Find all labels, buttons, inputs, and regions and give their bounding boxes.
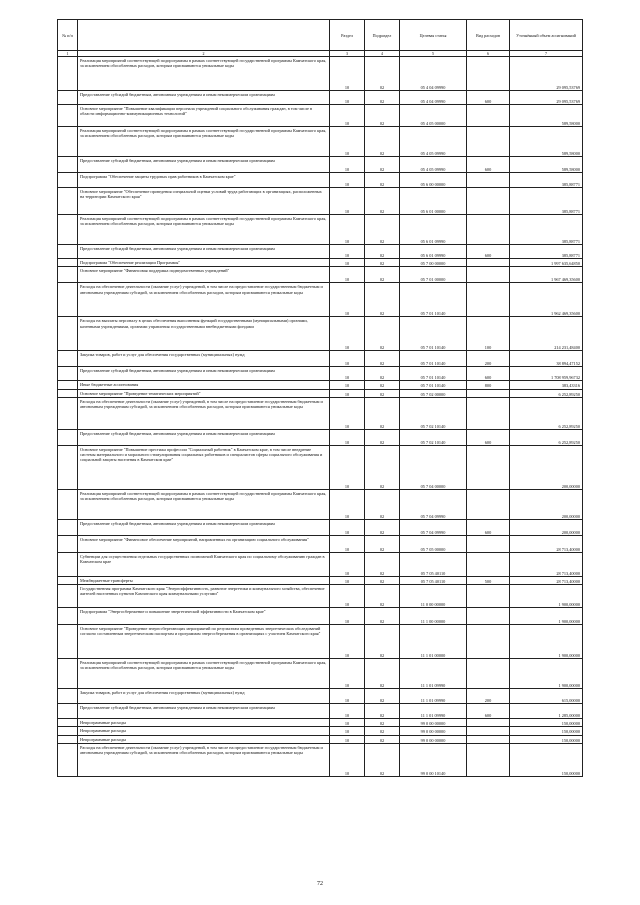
- cell-num: [58, 625, 78, 659]
- cell-section: 10: [330, 381, 365, 389]
- cell-subsection: 02: [365, 719, 400, 727]
- cell-name: Предоставление субсидий бюджетным, автономным учреждениям и иным некоммерческим организациям: [78, 429, 330, 445]
- cell-num: [58, 173, 78, 188]
- table-row: [58, 608, 583, 625]
- cell-subsection: 02: [365, 381, 400, 389]
- cell-amount: 1 900,00000: [510, 608, 583, 625]
- cell-subsection: 02: [365, 173, 400, 188]
- cell-target: 05 7 04 09990: [400, 489, 467, 519]
- table-row: [58, 735, 583, 743]
- cell-subsection: 02: [365, 317, 400, 351]
- cell-exptype: 600: [467, 519, 510, 535]
- cell-name: Основное мероприятие "Финансовое обеспечение мероприятий, направленных на организацию социального обслуживания": [78, 535, 330, 552]
- cell-name: Подпрограмма "Обеспечение защиты трудовых прав работников в Камчатском крае": [78, 173, 330, 188]
- table-header: [58, 20, 583, 57]
- cell-name: Расходы на обеспечение деятельности (оказание услуг) учреждений, в том числе на предоставление государственным бюджетным и автономным учреждениям субсидий, за исключением обособленных расходов, которым присваиваются уникальные коды: [78, 744, 330, 777]
- cell-name: Основное мероприятие "Проведение тематических мероприятий": [78, 389, 330, 397]
- table-row: [58, 351, 583, 367]
- cell-name: Межбюджетные трансферты: [78, 576, 330, 584]
- cell-target: 05 7 04 09990: [400, 519, 467, 535]
- cell-exptype: [467, 215, 510, 245]
- cell-num: [58, 127, 78, 157]
- header-target: Целевая статья: [400, 20, 467, 51]
- cell-section: 10: [330, 389, 365, 397]
- cell-name: Основное мероприятие "Повышение престижа профессии "Социальный работник" в Камчатском крае, в том числе внедрение системы материального и морального стимулирования социальных работников и специалистов сферы социального обслуживания и социальной защиты населения в Камчатском крае": [78, 445, 330, 489]
- cell-exptype: [467, 744, 510, 777]
- header-amount: Уточнённый объем ассигнований: [510, 20, 583, 51]
- cell-target: 05 4 04 09990: [400, 91, 467, 105]
- cell-name: Основное мероприятие "Проведение энергосберегающих мероприятий по результатам проведенных энергетических обследований согласно составленным энергетическим паспортам и программам энергосбережения в организациях с участием Камчатского края": [78, 625, 330, 659]
- cell-section: 10: [330, 727, 365, 735]
- cell-amount: 1 997 635,64850: [510, 259, 583, 267]
- cell-num: [58, 105, 78, 127]
- cell-num: [58, 535, 78, 552]
- cell-exptype: [467, 719, 510, 727]
- cell-section: 10: [330, 519, 365, 535]
- cell-amount: 1 962 469,35600: [510, 283, 583, 317]
- cell-subsection: 02: [365, 735, 400, 743]
- table-row: [58, 283, 583, 317]
- cell-section: 10: [330, 576, 365, 584]
- table-row: [58, 659, 583, 689]
- cell-name: Предоставление субсидий бюджетным, автономным учреждениям и иным некоммерческим организациям: [78, 704, 330, 719]
- cell-target: 05 7 05 00000: [400, 535, 467, 552]
- cell-amount: 589,58000: [510, 105, 583, 127]
- cell-name: Реализация мероприятий соответствующей подпрограммы в рамках соответствующей государственной программы Камчатского края, за исключением обособленных расходов, которым присваиваются уникальные коды: [78, 489, 330, 519]
- cell-subsection: 02: [365, 283, 400, 317]
- table-row: [58, 552, 583, 576]
- cell-name: Расходы на выплаты персоналу в целях обеспечения выполнения функций государственными (муниципальными) органами, казенными учреждениями, органами управления государственными внебюджетными фондами: [78, 317, 330, 351]
- cell-section: 10: [330, 744, 365, 777]
- table-row: [58, 445, 583, 489]
- cell-section: 10: [330, 625, 365, 659]
- cell-exptype: 100: [467, 317, 510, 351]
- cell-amount: 29 095,53769: [510, 57, 583, 91]
- cell-amount: 6 252,89250: [510, 429, 583, 445]
- cell-section: 10: [330, 259, 365, 267]
- cell-target: 05 7 05 40110: [400, 552, 467, 576]
- cell-amount: 1 900,00000: [510, 625, 583, 659]
- cell-subsection: 02: [365, 267, 400, 283]
- cell-amount: 385,88771: [510, 173, 583, 188]
- cell-section: 10: [330, 535, 365, 552]
- cell-section: 10: [330, 127, 365, 157]
- cell-num: [58, 389, 78, 397]
- cell-subsection: 02: [365, 744, 400, 777]
- cell-exptype: 600: [467, 157, 510, 173]
- table-row: [58, 267, 583, 283]
- cell-subsection: 02: [365, 188, 400, 215]
- header-subsection: Подраздел: [365, 20, 400, 51]
- table-row: [58, 381, 583, 389]
- cell-target: 05 7 01 10140: [400, 367, 467, 381]
- cell-num: [58, 57, 78, 91]
- cell-num: [58, 91, 78, 105]
- cell-subsection: 02: [365, 519, 400, 535]
- cell-target: 11 1 00 00000: [400, 608, 467, 625]
- cell-target: 05 7 05 40110: [400, 576, 467, 584]
- cell-amount: 38 894,47152: [510, 351, 583, 367]
- table-row: [58, 576, 583, 584]
- cell-name: Подпрограмма "Энергосбережение и повышение энергетической эффективности в Камчатском крае": [78, 608, 330, 625]
- cell-target: 05 7 01 10140: [400, 381, 467, 389]
- cell-target: 05 6 00 00000: [400, 173, 467, 188]
- cell-section: 10: [330, 105, 365, 127]
- cell-num: [58, 585, 78, 608]
- cell-subsection: 02: [365, 351, 400, 367]
- cell-target: 05 4 05 00000: [400, 105, 467, 127]
- cell-target: 99 0 00 00000: [400, 719, 467, 727]
- header-col-number: 1: [58, 51, 78, 57]
- cell-exptype: [467, 659, 510, 689]
- cell-name: Предоставление субсидий бюджетным, автономным учреждениям и иным некоммерческим организациям: [78, 157, 330, 173]
- cell-amount: 214 231,48400: [510, 317, 583, 351]
- header-col-number: 7: [510, 51, 583, 57]
- cell-subsection: 02: [365, 127, 400, 157]
- cell-exptype: [467, 267, 510, 283]
- page-number: 72: [317, 881, 323, 887]
- cell-section: 10: [330, 267, 365, 283]
- cell-amount: 29 095,53769: [510, 91, 583, 105]
- cell-exptype: 600: [467, 245, 510, 259]
- header-section: Раздел: [330, 20, 365, 51]
- cell-name: Субвенции для осуществления отдельных государственных полномочий Камчатского края по социальному обслуживанию граждан в Камчатском крае: [78, 552, 330, 576]
- cell-target: 99 0 00 00000: [400, 727, 467, 735]
- cell-name: Предоставление субсидий бюджетным, автономным учреждениям и иным некоммерческим организациям: [78, 519, 330, 535]
- cell-amount: 200,00000: [510, 445, 583, 489]
- cell-exptype: [467, 727, 510, 735]
- cell-exptype: 200: [467, 351, 510, 367]
- cell-amount: 385,88771: [510, 215, 583, 245]
- cell-target: 05 7 02 00000: [400, 389, 467, 397]
- cell-num: [58, 689, 78, 704]
- cell-exptype: [467, 625, 510, 659]
- cell-num: [58, 489, 78, 519]
- cell-subsection: 02: [365, 659, 400, 689]
- cell-section: 10: [330, 445, 365, 489]
- cell-name: Реализация мероприятий соответствующей подпрограммы в рамках соответствующей государственной программы Камчатского края, за исключением обособленных расходов, которым присваиваются уникальные коды: [78, 659, 330, 689]
- cell-num: [58, 727, 78, 735]
- table-row: [58, 188, 583, 215]
- cell-num: [58, 157, 78, 173]
- cell-subsection: 02: [365, 91, 400, 105]
- table-row: [58, 719, 583, 727]
- cell-num: [58, 552, 78, 576]
- cell-target: 05 7 01 10140: [400, 283, 467, 317]
- table-row: [58, 727, 583, 735]
- cell-target: 05 7 01 10140: [400, 351, 467, 367]
- table-row: [58, 215, 583, 245]
- cell-exptype: [467, 735, 510, 743]
- cell-section: 10: [330, 188, 365, 215]
- cell-section: 10: [330, 317, 365, 351]
- cell-target: 99 0 00 00000: [400, 735, 467, 743]
- cell-section: 10: [330, 173, 365, 188]
- cell-num: [58, 259, 78, 267]
- cell-target: 05 6 01 00000: [400, 188, 467, 215]
- cell-name: Непрограммные расходы: [78, 735, 330, 743]
- cell-subsection: 02: [365, 389, 400, 397]
- cell-amount: 1 285,00000: [510, 704, 583, 719]
- cell-amount: 385,88771: [510, 188, 583, 215]
- table-row: [58, 489, 583, 519]
- cell-section: 10: [330, 57, 365, 91]
- budget-table: [57, 19, 583, 777]
- cell-subsection: 02: [365, 259, 400, 267]
- table-row: [58, 259, 583, 267]
- cell-amount: 6 252,89250: [510, 397, 583, 429]
- cell-exptype: [467, 173, 510, 188]
- cell-exptype: 800: [467, 381, 510, 389]
- cell-name: Подпрограмма "Обеспечение реализации Программы": [78, 259, 330, 267]
- table-row: [58, 91, 583, 105]
- table-row: [58, 585, 583, 608]
- cell-name: Реализация мероприятий соответствующей подпрограммы в рамках соответствующей государственной программы Камчатского края, за исключением обособленных расходов, которым присваиваются уникальные коды: [78, 127, 330, 157]
- cell-target: 05 4 04 09990: [400, 57, 467, 91]
- table-row: [58, 173, 583, 188]
- cell-num: [58, 659, 78, 689]
- cell-subsection: 02: [365, 445, 400, 489]
- cell-exptype: [467, 283, 510, 317]
- cell-section: 10: [330, 689, 365, 704]
- header-col-number: 2: [78, 51, 330, 57]
- cell-num: [58, 735, 78, 743]
- cell-exptype: [467, 552, 510, 576]
- cell-num: [58, 317, 78, 351]
- cell-section: 10: [330, 659, 365, 689]
- cell-exptype: [467, 127, 510, 157]
- cell-target: 05 6 01 09990: [400, 245, 467, 259]
- cell-exptype: [467, 259, 510, 267]
- cell-section: 10: [330, 283, 365, 317]
- cell-num: [58, 576, 78, 584]
- cell-section: 10: [330, 351, 365, 367]
- cell-amount: 385,88771: [510, 245, 583, 259]
- cell-exptype: [467, 535, 510, 552]
- cell-exptype: 600: [467, 429, 510, 445]
- cell-subsection: 02: [365, 535, 400, 552]
- cell-subsection: 02: [365, 585, 400, 608]
- cell-exptype: [467, 105, 510, 127]
- cell-target: 05 6 01 09990: [400, 215, 467, 245]
- cell-name: Предоставление субсидий бюджетным, автономным учреждениям и иным некоммерческим организациям: [78, 367, 330, 381]
- cell-section: 10: [330, 157, 365, 173]
- cell-num: [58, 445, 78, 489]
- cell-target: 05 4 05 09990: [400, 127, 467, 157]
- cell-exptype: [467, 397, 510, 429]
- cell-exptype: [467, 389, 510, 397]
- cell-subsection: 02: [365, 367, 400, 381]
- cell-num: [58, 267, 78, 283]
- cell-subsection: 02: [365, 489, 400, 519]
- cell-amount: 150,00000: [510, 735, 583, 743]
- cell-target: 11 1 01 00000: [400, 625, 467, 659]
- cell-num: [58, 367, 78, 381]
- cell-num: [58, 381, 78, 389]
- cell-num: [58, 245, 78, 259]
- cell-exptype: [467, 489, 510, 519]
- table-row: [58, 704, 583, 719]
- cell-target: 05 7 00 00000: [400, 259, 467, 267]
- cell-amount: 150,00000: [510, 719, 583, 727]
- cell-num: [58, 397, 78, 429]
- cell-exptype: 600: [467, 367, 510, 381]
- cell-num: [58, 519, 78, 535]
- cell-target: 11 0 00 00000: [400, 585, 467, 608]
- cell-amount: 6 252,89250: [510, 389, 583, 397]
- cell-amount: 28 713,40000: [510, 535, 583, 552]
- cell-name: Реализация мероприятий соответствующей подпрограммы в рамках соответствующей государственной программы Камчатского края, за исключением обособленных расходов, которым присваиваются уникальные коды: [78, 215, 330, 245]
- cell-subsection: 02: [365, 397, 400, 429]
- cell-amount: 150,00000: [510, 744, 583, 777]
- cell-amount: 589,58000: [510, 127, 583, 157]
- header-col-number: 4: [365, 51, 400, 57]
- header-num: № п/п: [58, 20, 78, 51]
- header-name: [78, 20, 330, 51]
- cell-target: 05 7 04 00000: [400, 445, 467, 489]
- header-exptype: Вид расходов: [467, 20, 510, 51]
- table-row: [58, 245, 583, 259]
- cell-subsection: 02: [365, 625, 400, 659]
- table-row: [58, 105, 583, 127]
- cell-num: [58, 429, 78, 445]
- table-row: [58, 744, 583, 777]
- cell-subsection: 02: [365, 727, 400, 735]
- cell-target: 05 7 01 00000: [400, 267, 467, 283]
- cell-target: 05 7 02 10140: [400, 397, 467, 429]
- cell-target: 05 4 05 09990: [400, 157, 467, 173]
- cell-amount: 1 900,00000: [510, 585, 583, 608]
- cell-subsection: 02: [365, 57, 400, 91]
- cell-name: Предоставление субсидий бюджетным, автономным учреждениям и иным некоммерческим организациям: [78, 245, 330, 259]
- cell-section: 10: [330, 91, 365, 105]
- cell-name: Расходы на обеспечение деятельности (оказание услуг) учреждений, в том числе на предоставление государственным бюджетным и автономным учреждениям субсидий, за исключением обособленных расходов, которым присваиваются уникальные коды: [78, 283, 330, 317]
- cell-num: [58, 719, 78, 727]
- cell-subsection: 02: [365, 429, 400, 445]
- cell-name: Закупка товаров, работ и услуг для обеспечения государственных (муниципальных) нужд: [78, 351, 330, 367]
- cell-exptype: 600: [467, 91, 510, 105]
- cell-section: 10: [330, 489, 365, 519]
- cell-exptype: [467, 608, 510, 625]
- cell-name: Государственная программа Камчатского края "Энергоэффективность, развитие энергетики и коммунального хозяйства, обеспечение жителей населенных пунктов Камчатского края коммунальными услугами": [78, 585, 330, 608]
- cell-amount: 150,00000: [510, 727, 583, 735]
- cell-section: 10: [330, 367, 365, 381]
- cell-target: 99 0 00 10140: [400, 744, 467, 777]
- cell-name: Непрограммные расходы: [78, 727, 330, 735]
- cell-subsection: 02: [365, 105, 400, 127]
- table-row: [58, 367, 583, 381]
- cell-num: [58, 608, 78, 625]
- header-col-number: 6: [467, 51, 510, 57]
- cell-num: [58, 351, 78, 367]
- cell-target: 05 7 02 10140: [400, 429, 467, 445]
- cell-num: [58, 283, 78, 317]
- cell-name: Иные бюджетные ассигнования: [78, 381, 330, 389]
- cell-subsection: 02: [365, 157, 400, 173]
- table-row: [58, 429, 583, 445]
- cell-exptype: 500: [467, 576, 510, 584]
- cell-amount: 28 713,40000: [510, 576, 583, 584]
- table-row: [58, 317, 583, 351]
- table-row: [58, 397, 583, 429]
- cell-amount: 383,43316: [510, 381, 583, 389]
- cell-target: 11 1 01 09990: [400, 659, 467, 689]
- cell-amount: 1 967 469,35600: [510, 267, 583, 283]
- cell-exptype: 200: [467, 689, 510, 704]
- budget-table-sheet: [57, 19, 582, 777]
- cell-name: Предоставление субсидий бюджетным, автономным учреждениям и иным некоммерческим организациям: [78, 91, 330, 105]
- cell-target: 11 1 01 09990: [400, 704, 467, 719]
- cell-name: Расходы на обеспечение деятельности (оказание услуг) учреждений, в том числе на предоставление государственным бюджетным и автономным учреждениям субсидий, за исключением обособленных расходов, которым присваиваются уникальные коды: [78, 397, 330, 429]
- cell-subsection: 02: [365, 576, 400, 584]
- cell-amount: 28 713,40000: [510, 552, 583, 576]
- cell-target: 05 7 01 10140: [400, 317, 467, 351]
- cell-subsection: 02: [365, 552, 400, 576]
- cell-exptype: [467, 585, 510, 608]
- cell-section: 10: [330, 585, 365, 608]
- cell-section: 10: [330, 429, 365, 445]
- header-col-number: 3: [330, 51, 365, 57]
- cell-section: 10: [330, 704, 365, 719]
- table-row: [58, 389, 583, 397]
- cell-exptype: [467, 188, 510, 215]
- cell-exptype: [467, 57, 510, 91]
- cell-section: 10: [330, 215, 365, 245]
- table-body: [58, 57, 583, 777]
- table-row: [58, 519, 583, 535]
- cell-name: Реализация мероприятий соответствующей подпрограммы в рамках соответствующей государственной программы Камчатского края, за исключением обособленных расходов, которым присваиваются уникальные коды: [78, 57, 330, 91]
- cell-amount: 589,58000: [510, 157, 583, 173]
- table-row: [58, 625, 583, 659]
- cell-name: Непрограммные расходы: [78, 719, 330, 727]
- cell-amount: 200,00000: [510, 519, 583, 535]
- cell-amount: 1 708 959,96732: [510, 367, 583, 381]
- cell-num: [58, 704, 78, 719]
- table-row: [58, 57, 583, 91]
- cell-section: 10: [330, 552, 365, 576]
- header-col-number: 5: [400, 51, 467, 57]
- cell-section: 10: [330, 245, 365, 259]
- cell-section: 10: [330, 735, 365, 743]
- cell-num: [58, 215, 78, 245]
- table-row: [58, 127, 583, 157]
- cell-name: Основное мероприятие "Финансовая поддержка подведомственных учреждений": [78, 267, 330, 283]
- cell-name: Основное мероприятие "Обеспечение проведения специальной оценки условий труда работающих в организациях, расположенных на территории Камчатского края": [78, 188, 330, 215]
- cell-subsection: 02: [365, 689, 400, 704]
- cell-target: 11 1 01 09990: [400, 689, 467, 704]
- cell-subsection: 02: [365, 608, 400, 625]
- cell-section: 10: [330, 397, 365, 429]
- cell-num: [58, 188, 78, 215]
- cell-subsection: 02: [365, 215, 400, 245]
- cell-amount: 615,00000: [510, 689, 583, 704]
- table-row: [58, 689, 583, 704]
- cell-num: [58, 744, 78, 777]
- cell-subsection: 02: [365, 245, 400, 259]
- table-row: [58, 157, 583, 173]
- cell-section: 10: [330, 719, 365, 727]
- cell-name: Основное мероприятие "Повышение квалификации персонала учреждений социального обслуживания граждан, в том числе в области информационно-коммуникационных технологий": [78, 105, 330, 127]
- cell-exptype: [467, 445, 510, 489]
- cell-subsection: 02: [365, 704, 400, 719]
- cell-section: 10: [330, 608, 365, 625]
- cell-exptype: 600: [467, 704, 510, 719]
- cell-amount: 1 900,00000: [510, 659, 583, 689]
- cell-name: Закупка товаров, работ и услуг для обеспечения государственных (муниципальных) нужд: [78, 689, 330, 704]
- table-row: [58, 535, 583, 552]
- cell-amount: 200,00000: [510, 489, 583, 519]
